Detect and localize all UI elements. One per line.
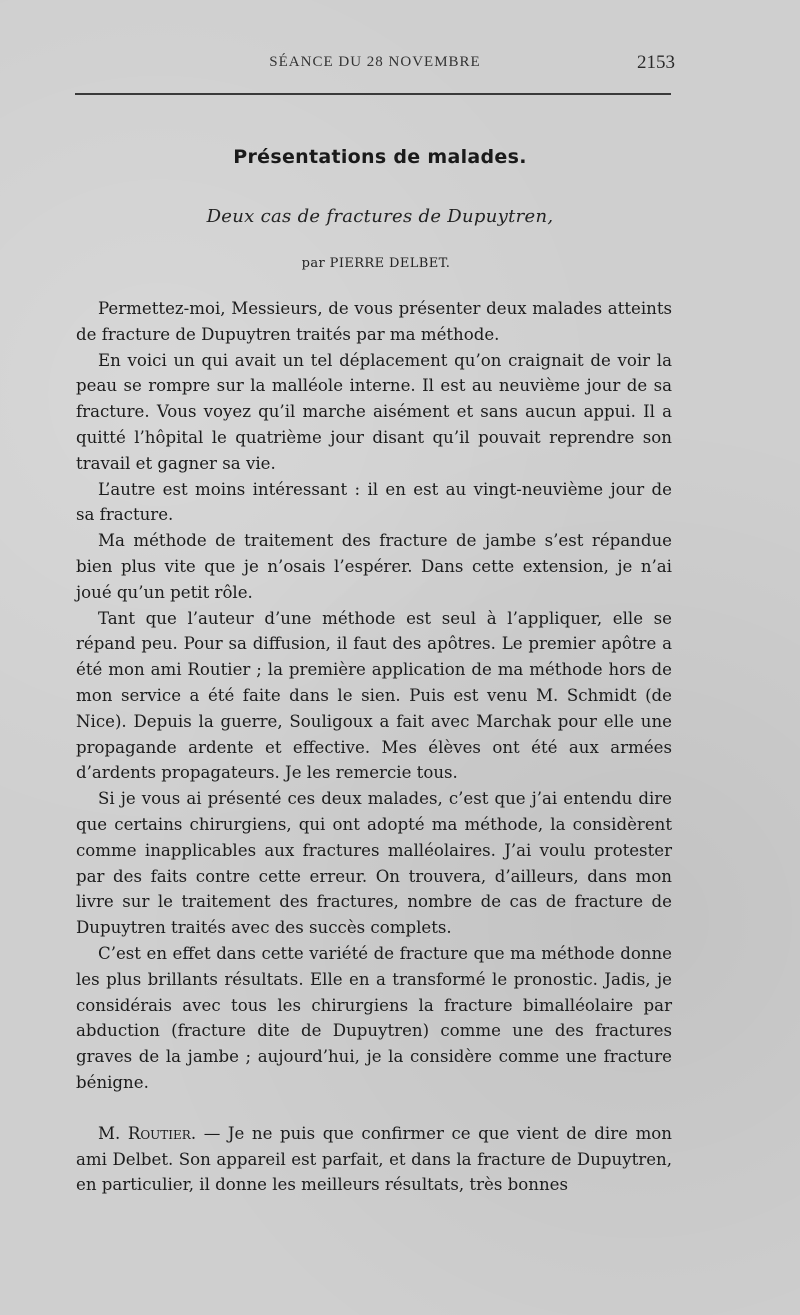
running-head (75, 52, 675, 82)
article-body (76, 296, 672, 1198)
paragraph: Permettez-moi, Messieurs, de vous présenter deux malades atteints de fracture de Dupuytren traités par ma méthode. (76, 299, 672, 344)
paragraph: Si je vous ai présenté ces deux malades, c’est que j’ai entendu dire que certains chirurgiens, qui ont adopté ma méthode, la considèrent comme inapplicables aux fractures malléolaires. J’ai voulu protester par des faits contre cette erreur. On trouvera, d’ailleurs, dans mon livre sur le traitement des fractures, nombre de cas de fracture de Dupuytren traités avec des succès complets. (76, 789, 672, 938)
article-title: Deux cas de fractures de Dupuytren, (206, 206, 554, 227)
page-number: 2153 (637, 52, 675, 73)
running-title: SÉANCE DU 28 NOVEMBRE (269, 54, 481, 70)
paragraph: C’est en effet dans cette variété de fracture que ma méthode donne les plus brillants résultats. Elle en a transformé le pronostic. Jadis, je considérais avec tous les chirurgiens la fracture bimalléolaire par abduction (fracture dite de Dupuytren) comme une des fractures graves de la jambe ; aujourd’hui, je la considère comme une fracture bénigne. (76, 943, 672, 1092)
paragraph: Ma méthode de traitement des fracture de jambe s’est répandue bien plus vite que je n’osais l’espérer. Dans cette extension, je n’ai joué qu’un petit rôle. (76, 531, 672, 602)
paragraph: En voici un qui avait un tel déplacement qu’on craignait de voir la peau se rompre sur la malléole interne. Il est au neuvième jour de sa fracture. Vous voyez qu’il marche aisément et sans aucun appui. Il a quitté l’hôpital le quatrième jour disant qu’il pouvait reprendre son travail et gagner sa vie. (76, 350, 672, 473)
article-byline: par PIERRE DELBET. (301, 256, 451, 271)
header-rule (75, 93, 671, 95)
paragraph: L’autre est moins intéressant : il en est au vingt-neuvième jour de sa fracture. (76, 479, 672, 525)
reply-speaker: M. Routier. (98, 1123, 197, 1143)
paragraph: Tant que l’auteur d’une méthode est seul à l’appliquer, elle se répand peu. Pour sa diffusion, il faut des apôtres. Le premier apôtre a été mon ami Routier ; la première application de ma méthode hors de mon service a été faite dans le sien. Puis est venu M. Schmidt (de Nice). Depuis la guerre, Souligoux a fait avec Marchak pour elle une propagande ardente et effective. Mes élèves ont été aux armées d’ardents propagateurs. Je les remercie tous. (76, 608, 672, 783)
reply-paragraph (76, 1121, 672, 1198)
section-title: Présentations de malades. (233, 146, 527, 168)
reply-text: — Je ne puis que confirmer ce que vient de dire mon ami Delbet. Son appareil est parfait, et dans la fracture de Dupuytren, en particulier, il donne les meilleurs résultats, très bonnes (76, 1123, 672, 1195)
